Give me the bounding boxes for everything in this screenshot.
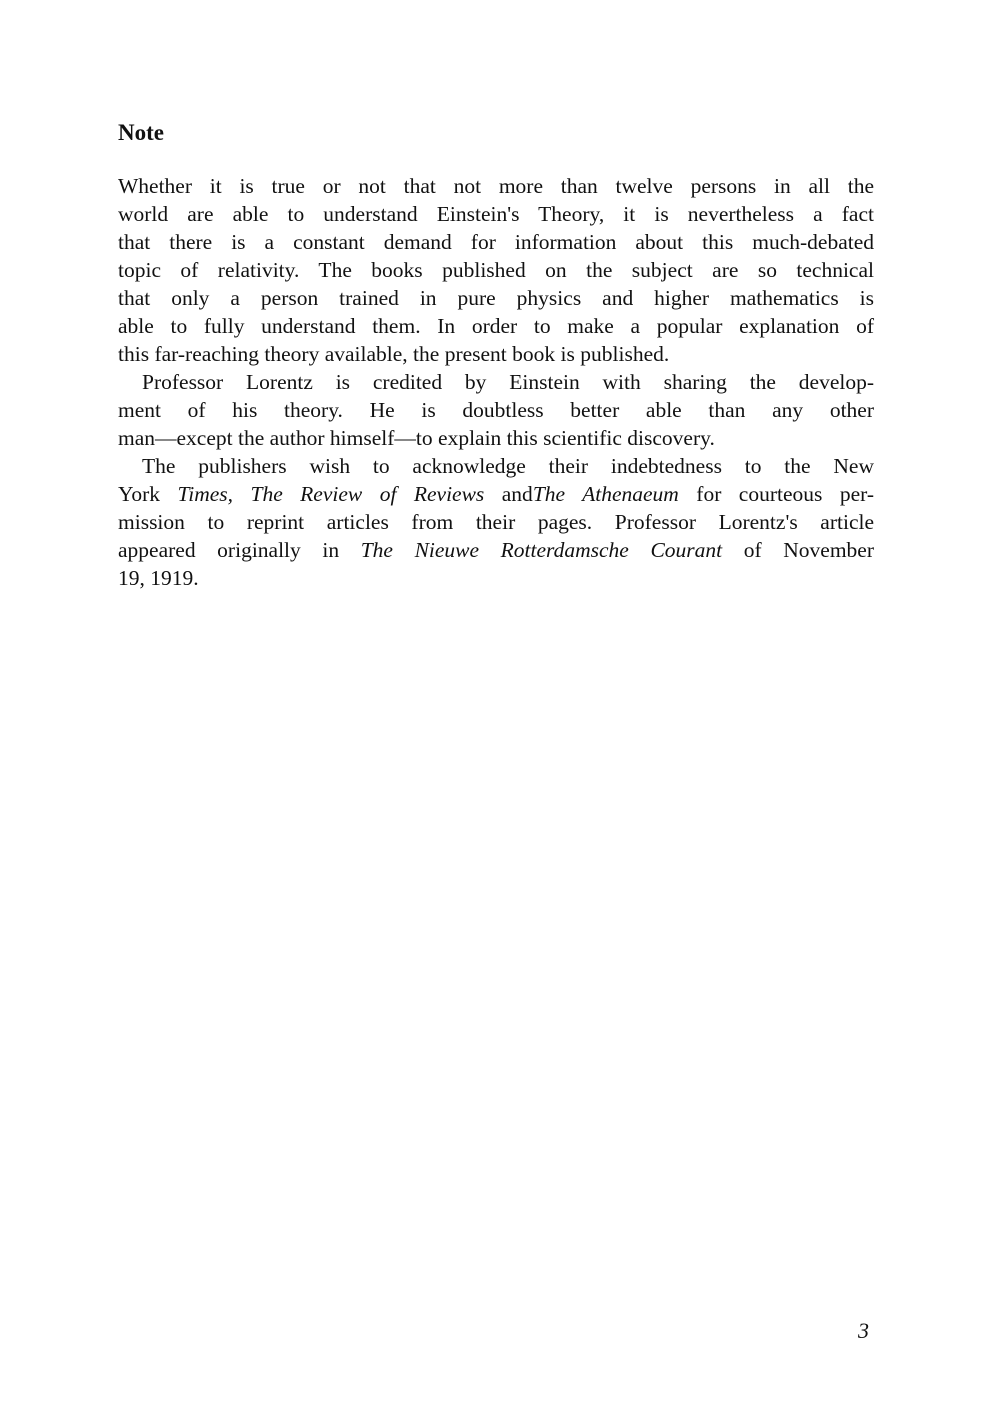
text-run: and: [484, 482, 533, 506]
italic-title: The Athenaeum: [532, 482, 679, 506]
text-line: mission to reprint articles from their pages. Professor Lorentz's article: [118, 510, 874, 534]
text-line: man—except the author himself—to explain this scientific discovery.: [118, 426, 715, 450]
text-line: that only a person trained in pure physics and higher mathematics is: [118, 286, 874, 310]
text-line: Whether it is true or not that not more than twelve persons in all the: [118, 174, 874, 198]
page-number: 3: [858, 1318, 869, 1343]
text-line: [118, 480, 874, 508]
text-run: York: [118, 482, 178, 506]
text-run: for courteous per-: [678, 482, 875, 506]
text-line: 19, 1919.: [118, 566, 199, 590]
text-line: The publishers wish to acknowledge their indebtedness to the New: [142, 454, 874, 478]
text-line: world are able to understand Einstein's Theory, it is nevertheless a fact: [118, 202, 874, 226]
italic-title: Times, The Review of Reviews: [177, 482, 485, 506]
italic-title: The Nieuwe Rotterdamsche Courant: [360, 538, 723, 562]
text-run: of November: [722, 538, 875, 562]
text-line: that there is a constant demand for information about this much-debated: [118, 230, 874, 254]
text-line: [118, 536, 874, 564]
section-title: Note: [118, 120, 164, 145]
text-line: ment of his theory. He is doubtless better able than any other: [118, 398, 874, 422]
text-line: Professor Lorentz is credited by Einstein with sharing the develop-: [142, 370, 874, 394]
text-run: appeared originally in: [118, 538, 361, 562]
text-line: this far-reaching theory available, the present book is published.: [118, 342, 670, 366]
text-line: able to fully understand them. In order to make a popular explanation of: [118, 314, 874, 338]
text-line: topic of relativity. The books published on the subject are so technical: [118, 258, 874, 282]
